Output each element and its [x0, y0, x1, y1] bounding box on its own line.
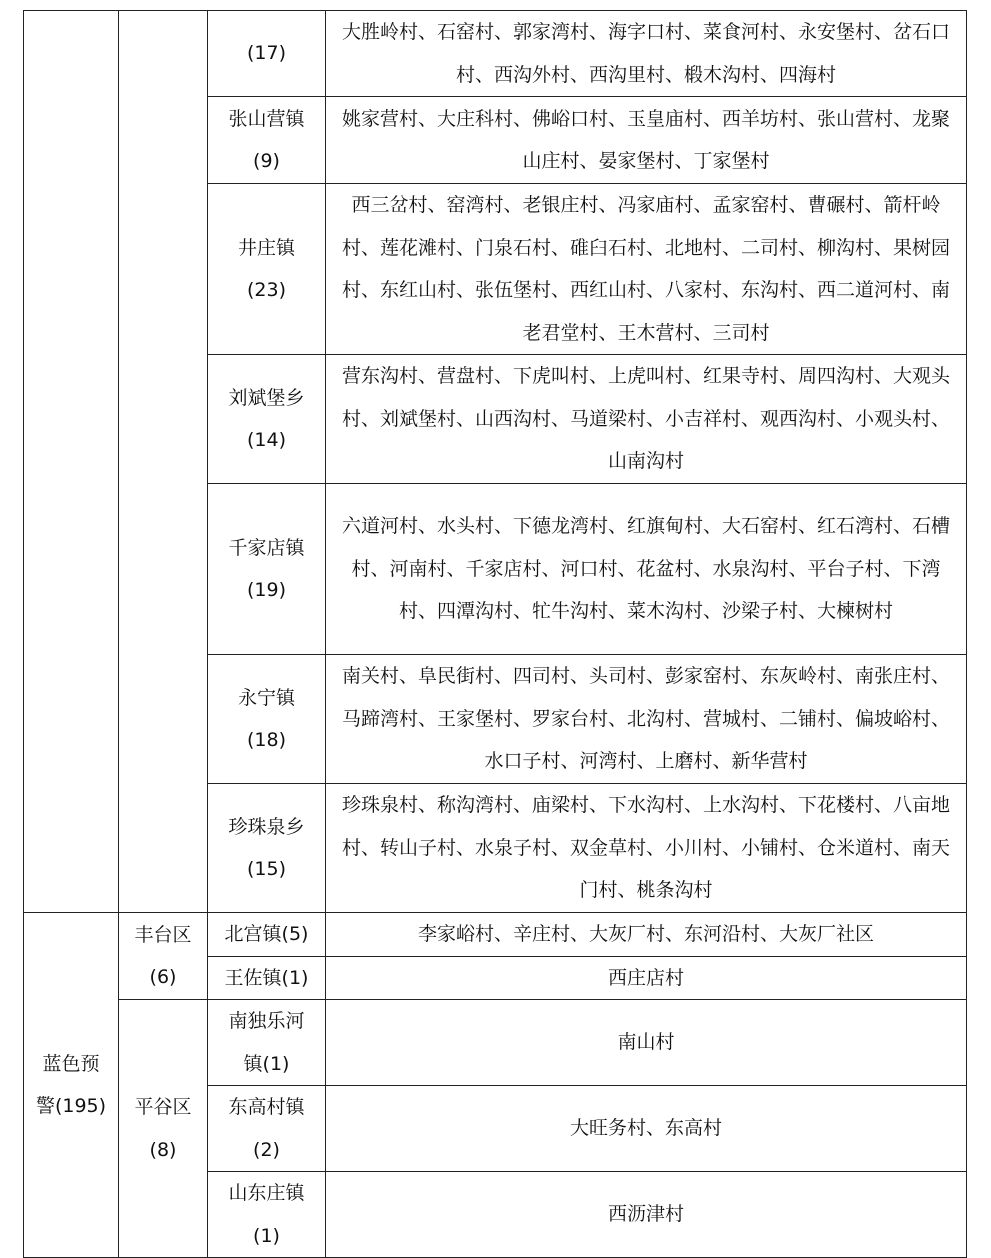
- district-name: 平谷区: [134, 1096, 192, 1118]
- villages-cell: 营东沟村、营盘村、下虎叫村、上虎叫村、红果寺村、周四沟村、大观头村、刘斌堡村、山西沟村、马道梁村、小吉祥村、观西沟村、小观头村、山南沟村: [326, 355, 967, 484]
- town-count: 镇(1): [243, 1052, 290, 1075]
- district-cell-empty: [119, 11, 208, 913]
- town-name: 珍珠泉乡: [228, 815, 305, 838]
- level-cell-empty: [24, 11, 119, 913]
- town-cell: 王佐镇(1): [208, 956, 326, 1000]
- villages-cell: 珍珠泉村、称沟湾村、庙梁村、下水沟村、上水沟村、下花楼村、八亩地村、转山子村、水泉子村、双金草村、小川村、小铺村、仓米道村、南天门村、桃条沟村: [326, 784, 967, 913]
- warning-villages-table: [23, 10, 967, 1258]
- district-count: (8): [149, 1138, 177, 1161]
- town-cell: [208, 97, 326, 184]
- town-count: (9): [253, 150, 280, 172]
- villages-cell: 大旺务村、东高村: [326, 1086, 967, 1172]
- town-cell: [208, 1086, 326, 1172]
- town-cell: [208, 355, 326, 484]
- town-name: 永宁镇: [237, 686, 295, 709]
- town-count: (15): [246, 858, 286, 880]
- town-cell: [208, 484, 326, 655]
- warning-level-line1: 蓝色预: [42, 1052, 100, 1075]
- villages-cell: 西沥津村: [326, 1172, 967, 1258]
- town-name: 南独乐河: [228, 1010, 305, 1032]
- district-name: 丰台区: [134, 923, 192, 946]
- villages-cell: 六道河村、水头村、下德龙湾村、红旗甸村、大石窑村、红石湾村、石槽村、河南村、千家店村、河口村、花盆村、水泉沟村、平台子村、下湾村、四潭沟村、牤牛沟村、菜木沟村、沙梁子村、大楝树村: [326, 484, 967, 655]
- town-name: 东高村镇: [228, 1096, 305, 1118]
- district-cell-pinggu: [119, 1000, 208, 1258]
- table-row: [24, 1000, 967, 1086]
- villages-cell: 大胜岭村、石窑村、郭家湾村、海字口村、菜食河村、永安堡村、岔石口村、西沟外村、西沟里村、椴木沟村、四海村: [326, 11, 967, 97]
- town-count: (19): [246, 579, 286, 601]
- table-row: [24, 913, 967, 957]
- town-cell: [208, 1172, 326, 1258]
- villages-cell: 西庄店村: [326, 956, 967, 1000]
- town-count: (1): [253, 1224, 280, 1247]
- town-count: (2): [253, 1138, 280, 1161]
- warning-level-line2: 警(195): [35, 1095, 107, 1117]
- town-cell: [208, 11, 326, 97]
- town-count: (23): [246, 279, 286, 301]
- town-name: 千家店镇: [228, 536, 305, 559]
- town-cell: [208, 1000, 326, 1086]
- town-cell: [208, 184, 326, 355]
- town-name: 张山营镇: [228, 107, 305, 130]
- villages-cell: 南山村: [326, 1000, 967, 1086]
- district-count: (6): [149, 966, 177, 988]
- town-name: 山东庄镇: [228, 1182, 305, 1204]
- warning-level-cell: [24, 913, 119, 1258]
- town-name: 井庄镇: [237, 236, 295, 259]
- town-cell: [208, 784, 326, 913]
- town-cell: [208, 655, 326, 784]
- town-name: 刘斌堡乡: [228, 386, 305, 409]
- table-row: [24, 11, 967, 97]
- town-count: (17): [246, 42, 286, 65]
- villages-cell: 南关村、阜民街村、四司村、头司村、彭家窑村、东灰岭村、南张庄村、马蹄湾村、王家堡村、罗家台村、北沟村、营城村、二铺村、偏坡峪村、水口子村、河湾村、上磨村、新华营村: [326, 655, 967, 784]
- villages-cell: 李家峪村、辛庄村、大灰厂村、东河沿村、大灰厂社区: [326, 913, 967, 957]
- villages-cell: 西三岔村、窑湾村、老银庄村、冯家庙村、孟家窑村、曹碾村、箭杆岭村、莲花滩村、门泉石村、碓臼石村、北地村、二司村、柳沟村、果树园村、东红山村、张伍堡村、西红山村、八家村、东沟村、西二道河村、南老君堂村、王木营村、三司村: [326, 184, 967, 355]
- villages-cell: 姚家营村、大庄科村、佛峪口村、玉皇庙村、西羊坊村、张山营村、龙聚山庄村、晏家堡村、丁家堡村: [326, 97, 967, 184]
- town-count: (18): [246, 729, 286, 751]
- town-cell: 北宫镇(5): [208, 913, 326, 957]
- district-cell-fengtai: [119, 913, 208, 1000]
- town-count: (14): [246, 429, 286, 451]
